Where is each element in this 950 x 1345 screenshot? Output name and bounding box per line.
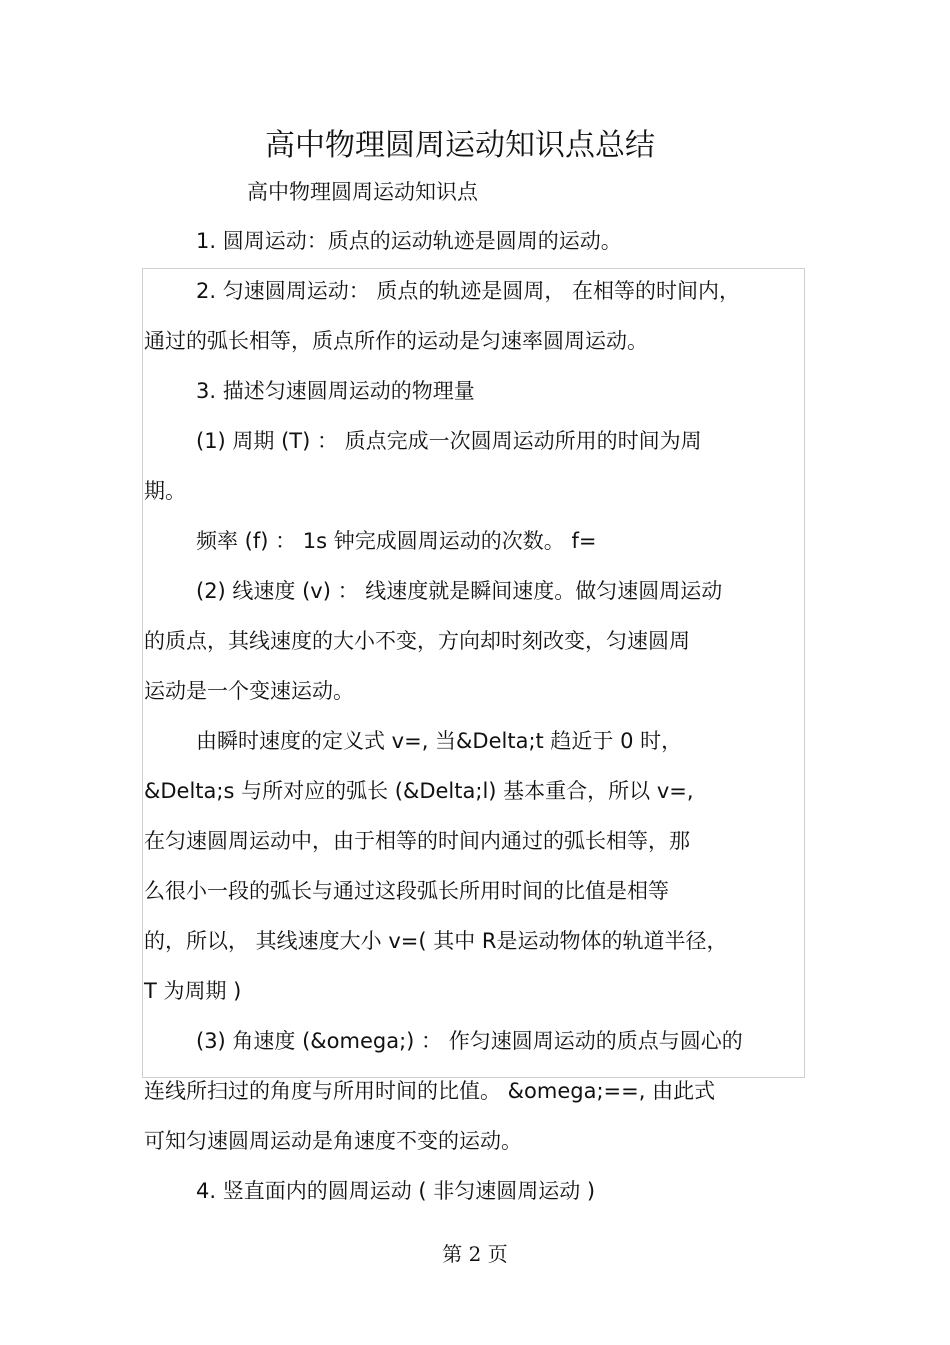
text-line: 运动是一个变速运动。 bbox=[144, 679, 354, 703]
text-line: 由瞬时速度的定义式 v=, 当&Delta;t 趋近于 0 时， bbox=[196, 729, 683, 753]
text-line: T 为周期 ) bbox=[144, 979, 242, 1003]
text-line: (2) 线速度 (v) ： 线速度就是瞬间速度。做匀速圆周运动 bbox=[196, 579, 723, 603]
text-line: (1) 周期 (T) ： 质点完成一次圆周运动所用的时间为周 bbox=[196, 429, 702, 453]
text-line: 2. 匀速圆周运动： 质点的轨迹是圆周， 在相等的时间内， bbox=[196, 279, 741, 303]
document-subtitle: 高中物理圆周运动知识点 bbox=[247, 180, 478, 204]
document-title: 高中物理圆周运动知识点总结 bbox=[265, 128, 655, 163]
text-line: 可知匀速圆周运动是角速度不变的运动。 bbox=[144, 1129, 522, 1153]
text-line: 1. 圆周运动：质点的运动轨迹是圆周的运动。 bbox=[196, 229, 622, 253]
text-line: (3) 角速度 (&omega;) ： 作匀速圆周运动的质点与圆心的 bbox=[196, 1029, 743, 1053]
text-line: 么很小一段的弧长与通过这段弧长所用时间的比值是相等 bbox=[144, 879, 669, 903]
text-line: 的质点，其线速度的大小不变，方向却时刻改变，匀速圆周 bbox=[144, 629, 690, 653]
text-line: 在匀速圆周运动中，由于相等的时间内通过的弧长相等，那 bbox=[144, 829, 690, 853]
text-line: 3. 描述匀速圆周运动的物理量 bbox=[196, 379, 475, 403]
page-number: 第 2 页 bbox=[442, 1242, 508, 1266]
text-line: 频率 (f) ： 1s 钟完成圆周运动的次数。 f= bbox=[196, 529, 597, 553]
text-line: 4. 竖直面内的圆周运动 ( 非匀速圆周运动 ) bbox=[196, 1179, 596, 1203]
text-line: &Delta;s 与所对应的弧长 (&Delta;l) 基本重合，所以 v=, bbox=[144, 779, 694, 803]
text-line: 期。 bbox=[144, 479, 186, 503]
text-line: 的，所以， 其线速度大小 v=( 其中 R是运动物体的轨道半径， bbox=[144, 929, 728, 953]
text-line: 通过的弧长相等，质点所作的运动是匀速率圆周运动。 bbox=[144, 329, 648, 353]
text-line: 连线所扫过的角度与所用时间的比值。 &omega;==, 由此式 bbox=[144, 1079, 716, 1103]
